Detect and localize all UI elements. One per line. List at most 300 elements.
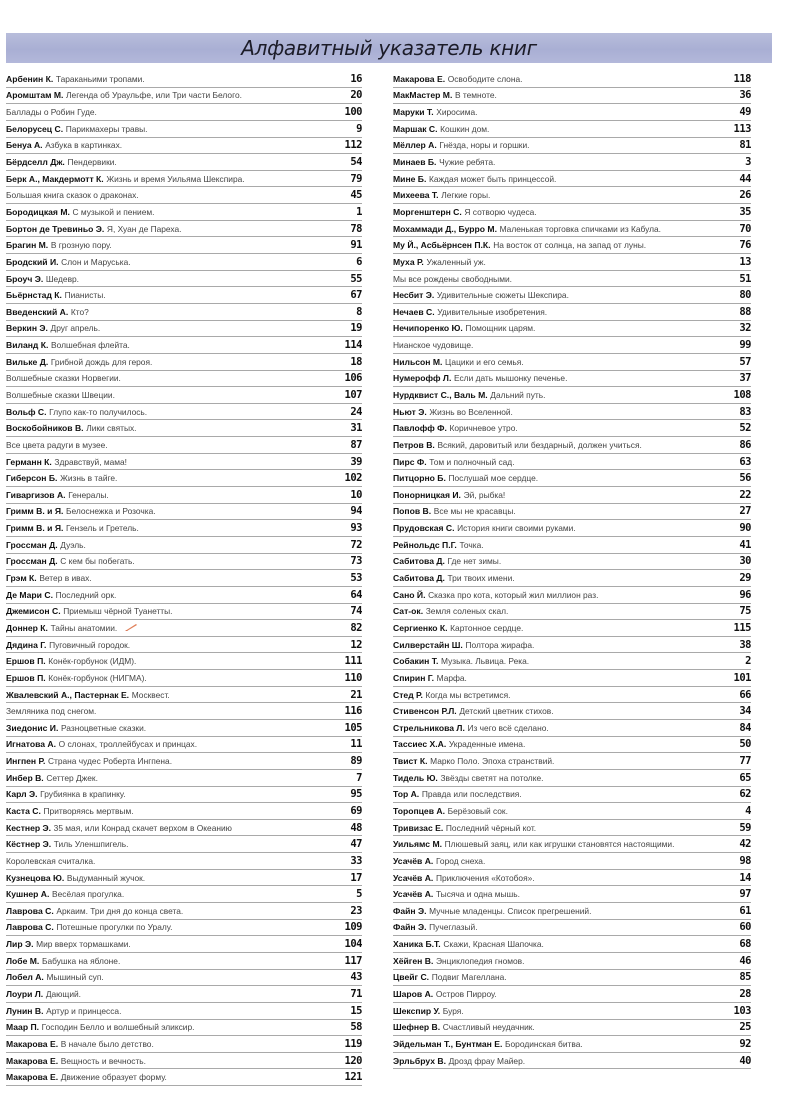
- entry-title: Разноцветные сказки.: [61, 722, 147, 733]
- entry-author: Арбенин К.: [6, 73, 54, 84]
- entry-text: [6, 1022, 332, 1032]
- entry-title: Выдуманный жучок.: [66, 872, 146, 883]
- index-entry: [393, 504, 751, 521]
- entry-author: Германн К.: [6, 456, 52, 467]
- entry-title: Скажи, Красная Шапочка.: [443, 939, 544, 950]
- entry-page-number: 10: [350, 488, 362, 501]
- entry-title: Парикмахеры травы.: [65, 123, 148, 134]
- entry-author: Аромштам М.: [6, 90, 64, 101]
- entry-title: Тайны анатомии.: [50, 622, 118, 633]
- index-column-right: [393, 71, 751, 1069]
- index-entry: [6, 604, 362, 621]
- entry-page-number: 62: [739, 788, 751, 801]
- entry-page-number: 73: [350, 555, 362, 568]
- entry-author: Де Мари С.: [6, 589, 53, 600]
- entry-text: [393, 739, 721, 749]
- entry-text: [393, 706, 721, 716]
- entry-page-number: 65: [739, 771, 751, 784]
- entry-title: Освободите слона.: [447, 73, 523, 84]
- entry-author: Попов В.: [393, 506, 432, 517]
- entry-text: [6, 590, 332, 600]
- entry-title: Гензель и Гретель.: [66, 523, 139, 534]
- entry-page-number: 42: [739, 838, 751, 851]
- index-entry: [393, 187, 751, 204]
- entry-author: Михеева Т.: [393, 190, 439, 201]
- entry-page-number: 32: [739, 322, 751, 335]
- entry-title: Буря.: [442, 1005, 464, 1016]
- entry-title: Коричневое утро.: [449, 423, 518, 434]
- entry-text: [6, 972, 332, 982]
- entry-page-number: 120: [344, 1054, 362, 1067]
- entry-author: Тривизас Е.: [393, 822, 444, 833]
- entry-title: Где нет зимы.: [447, 556, 502, 567]
- entry-page-number: 44: [739, 172, 751, 185]
- entry-title: Здравствуй, мама!: [54, 456, 128, 467]
- index-entry: [393, 138, 751, 155]
- entry-text: [6, 723, 332, 733]
- entry-page-number: 66: [739, 688, 751, 701]
- entry-title: Жизнь во Вселенной.: [429, 406, 513, 417]
- entry-page-number: 13: [739, 255, 751, 268]
- entry-text: [6, 956, 332, 966]
- entry-text: [6, 889, 332, 899]
- entry-page-number: 46: [739, 954, 751, 967]
- entry-title: Большая книга сказок о драконах.: [6, 190, 139, 201]
- entry-text: [6, 939, 332, 949]
- entry-text: [6, 174, 332, 184]
- entry-title: Удивительные сюжеты Шекспира.: [436, 290, 569, 301]
- entry-author: Брагин М.: [6, 240, 49, 251]
- entry-page-number: 40: [739, 1054, 751, 1067]
- entry-author: Маршак С.: [393, 123, 438, 134]
- entry-author: Гримм В. и Я.: [6, 523, 64, 534]
- entry-author: Сергиенко К.: [393, 622, 448, 633]
- entry-title: Тысяча и одна мышь.: [435, 889, 520, 900]
- entry-author: Ингпен Р.: [6, 756, 46, 767]
- index-entry: [6, 337, 362, 354]
- entry-page-number: 106: [344, 372, 362, 385]
- entry-page-number: 71: [350, 988, 362, 1001]
- entry-page-number: 58: [350, 1021, 362, 1034]
- entry-page-number: 12: [350, 638, 362, 651]
- index-entry: [6, 304, 362, 321]
- entry-title: Город снеха.: [435, 855, 486, 866]
- entry-author: МакМастер М.: [393, 90, 453, 101]
- entry-title: Земля соленых скал.: [425, 606, 509, 617]
- entry-text: [393, 157, 721, 167]
- entry-page-number: 95: [350, 788, 362, 801]
- entry-text: [393, 640, 721, 650]
- entry-title: Мышиный суп.: [46, 972, 104, 983]
- entry-title: Если дать мышонку печенье.: [454, 373, 568, 384]
- index-entry: [6, 154, 362, 171]
- entry-text: [6, 107, 332, 117]
- entry-text: [393, 873, 721, 883]
- entry-text: [393, 174, 721, 184]
- index-entry: [6, 287, 362, 304]
- entry-title: Пуговичный городок.: [49, 639, 131, 650]
- entry-text: [393, 789, 721, 799]
- entry-title: Когда мы встретимся.: [425, 689, 511, 700]
- index-entry: [393, 1020, 751, 1037]
- entry-text: [393, 590, 721, 600]
- entry-page-number: 31: [350, 422, 362, 435]
- index-entry: [6, 920, 362, 937]
- entry-author: Гроссман Д.: [6, 556, 58, 567]
- entry-page-number: 86: [739, 438, 751, 451]
- entry-page-number: 89: [350, 755, 362, 768]
- entry-page-number: 48: [350, 821, 362, 834]
- entry-author: Гроссман Д.: [6, 539, 58, 550]
- index-entry: [6, 836, 362, 853]
- index-entry: [393, 104, 751, 121]
- index-entry: [393, 637, 751, 654]
- entry-page-number: 105: [344, 721, 362, 734]
- entry-page-number: 38: [739, 638, 751, 651]
- entry-author: Веркин Э.: [6, 323, 48, 334]
- pencil-mark-icon: [124, 623, 138, 632]
- entry-title: Сеттер Джек.: [46, 772, 98, 783]
- entry-title: Притворяясь мертвым.: [43, 806, 134, 816]
- entry-author: Гиваргизов А.: [6, 489, 66, 500]
- entry-author: Торопцев А.: [393, 806, 445, 816]
- entry-author: Стивенсон Р.Л.: [393, 706, 457, 717]
- index-entry: [393, 221, 751, 238]
- index-entry: [393, 287, 751, 304]
- entry-text: [393, 124, 721, 134]
- entry-text: [6, 1056, 332, 1066]
- entry-author: Му Й., Асбьёрнсен П.К.: [393, 240, 491, 251]
- index-entry: [6, 1053, 362, 1070]
- entry-page-number: 33: [350, 854, 362, 867]
- index-entry: [6, 670, 362, 687]
- entry-title: Марфа.: [436, 672, 467, 683]
- entry-text: [393, 673, 721, 683]
- entry-author: Кушнер А.: [6, 889, 50, 900]
- entry-title: Мир вверх тормашками.: [36, 939, 131, 950]
- entry-page-number: 117: [344, 954, 362, 967]
- entry-title: Тараканьими тропами.: [55, 73, 145, 84]
- entry-title: Приемыш чёрной Туанетты.: [63, 606, 173, 617]
- entry-author: Нумерофф Л.: [393, 373, 452, 384]
- entry-title: Конёк-горбунок (ИДМ).: [48, 656, 137, 667]
- index-entry: [6, 753, 362, 770]
- entry-author: Нечаев С.: [393, 306, 435, 317]
- entry-text: [393, 656, 721, 666]
- entry-text: [393, 357, 721, 367]
- index-column-left: [6, 71, 362, 1086]
- entry-text: [6, 1039, 332, 1049]
- entry-author: Рейнольдс П.Г.: [393, 539, 457, 550]
- entry-page-number: 4: [745, 805, 751, 817]
- entry-author: Усачёв А.: [393, 872, 434, 883]
- index-entry: [6, 787, 362, 804]
- index-entry: [393, 903, 751, 920]
- index-entry: [6, 637, 362, 654]
- entry-title: Энциклопедия гномов.: [435, 955, 525, 966]
- entry-title: На восток от солнца, на запад от луны.: [493, 240, 647, 251]
- entry-title: Звёзды светят на потолке.: [440, 772, 544, 783]
- entry-text: [6, 873, 332, 883]
- entry-page-number: 53: [350, 572, 362, 585]
- entry-text: [393, 523, 721, 533]
- entry-title: Том и полночный сад.: [429, 456, 515, 467]
- index-entry: [6, 886, 362, 903]
- entry-page-number: 8: [356, 305, 362, 318]
- index-entry: [393, 986, 751, 1003]
- entry-title: Все цвета радуги в музее.: [6, 439, 108, 450]
- index-entry: [6, 354, 362, 371]
- entry-text: [6, 523, 332, 533]
- entry-text: [393, 939, 721, 949]
- index-entry: [6, 171, 362, 188]
- entry-text: [393, 257, 721, 267]
- entry-text: [6, 440, 332, 450]
- entry-text: [6, 90, 332, 100]
- entry-text: [6, 323, 332, 333]
- entry-page-number: 39: [350, 455, 362, 468]
- entry-text: [393, 240, 721, 250]
- entry-author: Твист К.: [393, 756, 428, 767]
- entry-title: Пендервики.: [67, 157, 117, 168]
- index-entry: [393, 836, 751, 853]
- entry-text: [393, 274, 721, 284]
- index-entry: [393, 770, 751, 787]
- entry-title: Остров Пирроу.: [435, 989, 497, 1000]
- entry-page-number: 104: [344, 938, 362, 951]
- index-entry: [6, 587, 362, 604]
- entry-author: Прудовская С.: [393, 523, 455, 534]
- entry-author: Виланд К.: [6, 340, 49, 351]
- entry-author: Лаврова С.: [6, 905, 54, 916]
- entry-author: Мёллер А.: [393, 140, 437, 151]
- index-entry: [393, 487, 751, 504]
- entry-text: [393, 340, 721, 350]
- entry-title: Жизнь и время Уильяма Шекспира.: [106, 173, 245, 184]
- entry-title: Белоснежка и Розочка.: [66, 506, 156, 517]
- entry-title: Пианисты.: [64, 290, 106, 301]
- entry-author: Зиедонис И.: [6, 722, 59, 733]
- entry-author: Несбит Э.: [393, 290, 435, 301]
- entry-page-number: 50: [739, 738, 751, 751]
- entry-title: Волшебная флейта.: [51, 340, 130, 351]
- entry-text: [6, 706, 332, 716]
- entry-page-number: 9: [356, 122, 362, 135]
- entry-title: Вещность и вечность.: [60, 1055, 146, 1066]
- entry-page-number: 20: [350, 89, 362, 102]
- entry-page-number: 2: [745, 655, 751, 668]
- index-entry: [393, 470, 751, 487]
- entry-page-number: 103: [733, 1004, 751, 1017]
- entry-title: Движение образует форму.: [60, 1072, 167, 1083]
- entry-text: [393, 606, 721, 616]
- entry-title: Кто?: [70, 306, 89, 317]
- entry-title: Грубиянка в крапинку.: [40, 789, 126, 800]
- entry-author: Гиберсон Б.: [6, 473, 58, 484]
- entry-author: Усачёв А.: [393, 889, 434, 900]
- entry-author: Уильямс М.: [393, 839, 443, 850]
- entry-author: Моргенштерн С.: [393, 206, 462, 217]
- entry-page-number: 37: [739, 372, 751, 385]
- index-entry: [6, 121, 362, 138]
- entry-author: Лоури Л.: [6, 989, 44, 1000]
- entry-title: Страна чудес Роберта Ингпена.: [47, 756, 173, 767]
- entry-text: [393, 839, 721, 849]
- entry-author: Игнатова А.: [6, 739, 57, 750]
- entry-title: Маленькая торговка спичками из Кабула.: [499, 223, 662, 234]
- entry-page-number: 17: [350, 871, 362, 884]
- entry-text: [6, 207, 332, 217]
- index-entry: [6, 470, 362, 487]
- entry-page-number: 57: [739, 355, 751, 368]
- entry-text: [393, 989, 721, 999]
- entry-author: Эрльбрух В.: [393, 1055, 446, 1066]
- entry-text: [393, 756, 721, 766]
- entry-author: Эйдельман Т., Бунтман Е.: [393, 1038, 503, 1049]
- index-entry: [6, 321, 362, 338]
- entry-page-number: 11: [350, 738, 362, 751]
- entry-title: Бабушка на яблоне.: [41, 955, 121, 966]
- entry-text: [6, 906, 332, 916]
- entry-author: Грэм К.: [6, 573, 37, 584]
- entry-title: История книги своими руками.: [457, 523, 576, 534]
- entry-page-number: 43: [350, 971, 362, 984]
- entry-title: Жизнь в тайге.: [60, 473, 118, 484]
- entry-page-number: 34: [739, 705, 751, 718]
- entry-page-number: 93: [350, 522, 362, 535]
- entry-title: Последний чёрный кот.: [445, 822, 537, 833]
- entry-page-number: 109: [344, 921, 362, 934]
- entry-author: Доннер К.: [6, 622, 48, 633]
- entry-author: Бенуа А.: [6, 140, 43, 151]
- entry-author: Питцорно Б.: [393, 473, 446, 484]
- entry-page-number: 59: [739, 821, 751, 834]
- index-entry: [6, 1003, 362, 1020]
- entry-page-number: 54: [350, 156, 362, 169]
- entry-page-number: 19: [350, 322, 362, 335]
- entry-text: [393, 473, 721, 483]
- entry-author: Воскобойников В.: [6, 423, 84, 434]
- entry-title: Потешные прогулки по Уралу.: [56, 922, 173, 933]
- entry-author: Стрельникова Л.: [393, 722, 465, 733]
- entry-text: [393, 207, 721, 217]
- index-entry: [6, 420, 362, 437]
- entry-page-number: 47: [350, 838, 362, 851]
- entry-text: [6, 1072, 332, 1082]
- entry-page-number: 70: [739, 222, 751, 235]
- entry-text: [6, 407, 332, 417]
- entry-title: Легенда об Ураульфе, или Три части Белого.: [66, 90, 242, 101]
- entry-author: Минаев Б.: [393, 157, 437, 168]
- entry-text: [6, 806, 332, 816]
- entry-page-number: 82: [350, 621, 362, 634]
- entry-title: Шедевр.: [45, 273, 80, 284]
- entry-text: [6, 157, 332, 167]
- index-entry: [6, 970, 362, 987]
- entry-text: [6, 640, 332, 650]
- index-entry: [6, 204, 362, 221]
- index-entry: [6, 820, 362, 837]
- index-entry: [6, 138, 362, 155]
- entry-author: Кестнер Э.: [6, 822, 52, 833]
- index-entry: [6, 504, 362, 521]
- entry-page-number: 98: [739, 854, 751, 867]
- index-entry: [393, 970, 751, 987]
- entry-text: [393, 1022, 721, 1032]
- entry-text: [393, 956, 721, 966]
- entry-page-number: 51: [739, 272, 751, 285]
- index-entry: [393, 437, 751, 454]
- entry-author: Ньют Э.: [393, 406, 427, 417]
- entry-page-number: 15: [350, 1004, 362, 1017]
- index-entry: [393, 204, 751, 221]
- entry-page-number: 18: [350, 355, 362, 368]
- entry-page-number: 28: [739, 988, 751, 1001]
- entry-page-number: 110: [344, 671, 362, 684]
- entry-title: Волшебные сказки Норвегии.: [6, 373, 121, 384]
- entry-author: Лобе М.: [6, 955, 40, 966]
- entry-title: Лики святых.: [86, 423, 137, 434]
- entry-author: Стед Р.: [393, 689, 423, 700]
- index-entry: [6, 620, 362, 637]
- entry-author: Карл Э.: [6, 789, 38, 800]
- entry-page-number: 14: [739, 871, 751, 884]
- entry-title: Ужаленный уж.: [426, 256, 486, 267]
- entry-text: [393, 623, 721, 633]
- entry-title: В темноте.: [454, 90, 497, 101]
- entry-page-number: 68: [739, 938, 751, 951]
- entry-text: [6, 473, 332, 483]
- entry-author: Джемисон С.: [6, 606, 61, 617]
- entry-page-number: 55: [350, 272, 362, 285]
- entry-text: [6, 606, 332, 616]
- entry-text: [6, 423, 332, 433]
- entry-author: Гримм В. и Я.: [6, 506, 64, 517]
- index-entry: [6, 71, 362, 88]
- entry-page-number: 78: [350, 222, 362, 235]
- entry-title: Эй, рыбка!: [463, 489, 506, 500]
- entry-text: [6, 457, 332, 467]
- entry-title: Три твоих имени.: [447, 573, 515, 584]
- entry-page-number: 96: [739, 588, 751, 601]
- entry-page-number: 101: [733, 671, 751, 684]
- entry-title: Все мы не красавцы.: [433, 506, 516, 517]
- entry-title: Удивительные изобретения.: [437, 306, 548, 317]
- entry-page-number: 5: [356, 888, 362, 901]
- entry-title: Волшебные сказки Швеции.: [6, 389, 115, 400]
- entry-page-number: 99: [739, 339, 751, 352]
- entry-title: Дрозд фрау Майер.: [448, 1055, 526, 1066]
- index-entry: [393, 753, 751, 770]
- entry-title: Дающий.: [45, 989, 81, 1000]
- index-entry: [6, 487, 362, 504]
- entry-title: Каждая может быть принцессой.: [429, 173, 557, 184]
- index-entry: [6, 387, 362, 404]
- entry-author: Сабитова Д.: [393, 573, 445, 584]
- entry-title: Из чего всё сделано.: [467, 722, 549, 733]
- index-entry: [393, 687, 751, 704]
- entry-author: Сабитова Д.: [393, 556, 445, 567]
- entry-title: Москвест.: [131, 689, 170, 700]
- entry-title: Господин Белло и волшебный эликсир.: [41, 1022, 195, 1033]
- entry-text: [393, 806, 721, 816]
- index-entry: [6, 1020, 362, 1037]
- index-entry: [6, 104, 362, 121]
- index-entry: [393, 620, 751, 637]
- index-entry: [6, 953, 362, 970]
- entry-text: [393, 922, 721, 932]
- entry-text: [6, 789, 332, 799]
